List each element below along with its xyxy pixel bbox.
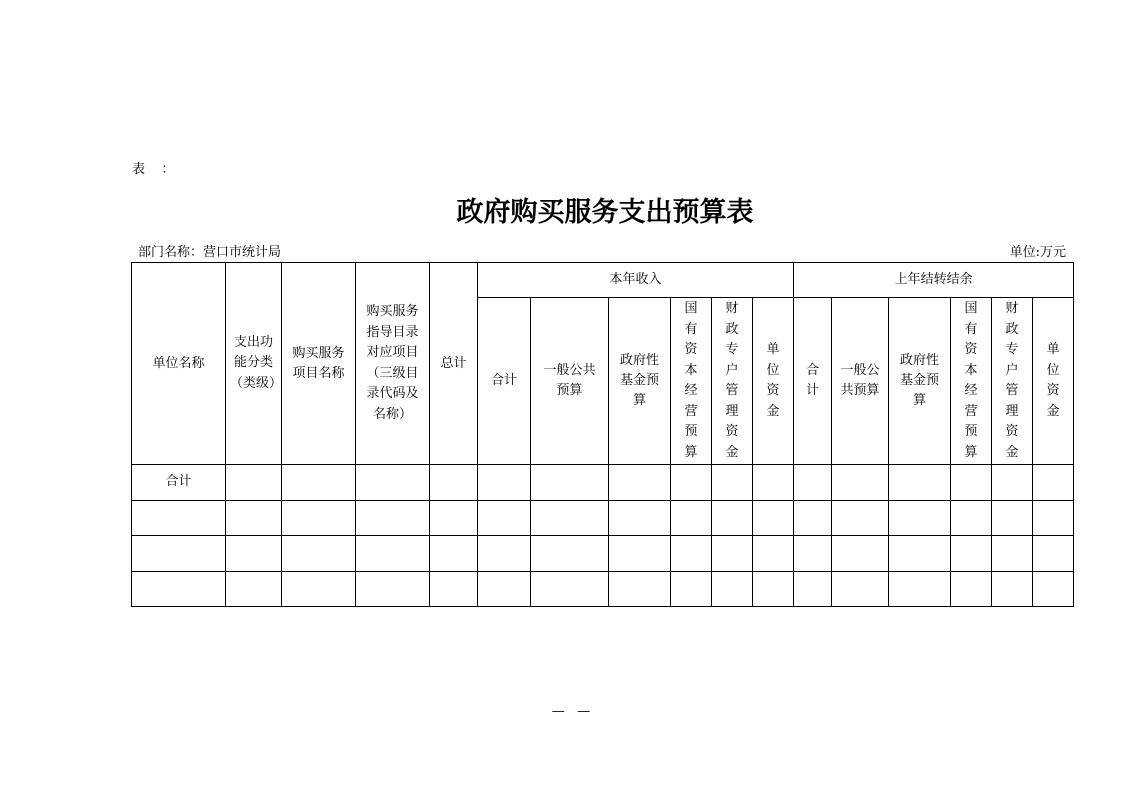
table-cell [753,465,794,501]
table-cell [609,465,671,501]
table-cell [889,571,951,607]
header-current-subtotal: 合计 [478,298,531,465]
table-cell [753,571,794,607]
table-cell [282,465,356,501]
header-function-class: 支出功能分类（类级） [226,263,282,465]
table-cell [753,536,794,572]
table-cell [753,500,794,536]
table-cell [794,500,832,536]
table-cell [951,536,992,572]
table-cell [992,465,1033,501]
table-cell [226,465,282,501]
table-cell [430,500,478,536]
header-prior-state-capital: 国有资本经营预算 [964,301,978,460]
header-prior-fiscal-account: 财政专户管理资金 [1005,301,1019,460]
table-row [132,465,1074,501]
table-cell [832,465,889,501]
table-cell [609,571,671,607]
table-cell [832,500,889,536]
header-current-fund-budget: 政府性基金预算 [609,298,671,465]
table-cell [226,536,282,572]
table-cell [356,571,430,607]
page-footer: — — [551,704,591,719]
table-cell [282,571,356,607]
table-row [132,571,1074,607]
table-cell [951,571,992,607]
table-cell [282,500,356,536]
table-cell [356,500,430,536]
table-cell [671,465,712,501]
table-cell [531,465,609,501]
department-label: 部门名称：营口市统计局 [138,245,282,260]
table-cell [889,465,951,501]
table-cell [478,465,531,501]
header-current-state-capital: 国有资本经营预算 [684,301,698,460]
table-cell [531,500,609,536]
table-cell [712,571,753,607]
table-cell [478,500,531,536]
table-cell [992,500,1033,536]
table-cell [430,536,478,572]
table-cell [226,500,282,536]
table-cell [889,536,951,572]
table-cell [992,536,1033,572]
row-label [132,500,226,536]
table-cell [478,571,531,607]
table-number-label: 表 ： [132,162,175,177]
table-row [132,536,1074,572]
header-grand-total: 总计 [430,263,478,465]
table-cell [712,536,753,572]
header-current-unit-funds: 单位资金 [766,342,780,419]
table-cell [478,536,531,572]
table-cell [1033,536,1074,572]
header-prior-year-carryover: 上年结转结余 [794,263,1074,298]
header-unit-name: 单位名称 [132,263,226,465]
table-cell [832,571,889,607]
table-cell [282,536,356,572]
table-cell [531,571,609,607]
table-cell [531,536,609,572]
table-cell [430,571,478,607]
table-cell [794,465,832,501]
row-label [132,536,226,572]
header-prior-fund-budget: 政府性基金预算 [889,298,951,465]
table-cell [609,500,671,536]
table-cell [992,571,1033,607]
header-current-general-budget: 一般公共预算 [531,298,609,465]
table-cell [794,571,832,607]
table-row [132,500,1074,536]
table-cell [1033,465,1074,501]
table-cell [951,465,992,501]
table-cell [356,536,430,572]
table-cell [671,536,712,572]
unit-label: 单位:万元 [1009,245,1066,260]
page-title: 政府购买服务支出预算表 [456,197,754,228]
row-label [132,571,226,607]
header-current-year-income: 本年收入 [478,263,794,298]
header-service-project: 购买服务项目名称 [282,263,356,465]
table-cell [889,500,951,536]
table-cell [671,500,712,536]
table-cell [951,500,992,536]
table-cell [1033,571,1074,607]
table-cell [1033,500,1074,536]
header-catalog-item: 购买服务指导目录对应项目（三级目录代码及名称） [356,263,430,465]
header-prior-general-budget: 一般公共预算 [832,298,889,465]
budget-table [131,262,1074,607]
table-cell [671,571,712,607]
table-cell [430,465,478,501]
table-cell [609,536,671,572]
table-cell [794,536,832,572]
table-cell [712,465,753,501]
table-cell [712,500,753,536]
header-prior-unit-funds: 单位资金 [1046,342,1060,419]
header-current-fiscal-account: 财政专户管理资金 [725,301,739,460]
table-cell [356,465,430,501]
table-cell [226,571,282,607]
header-prior-subtotal: 合计 [806,362,820,398]
row-label: 合计 [132,465,226,501]
table-cell [832,536,889,572]
